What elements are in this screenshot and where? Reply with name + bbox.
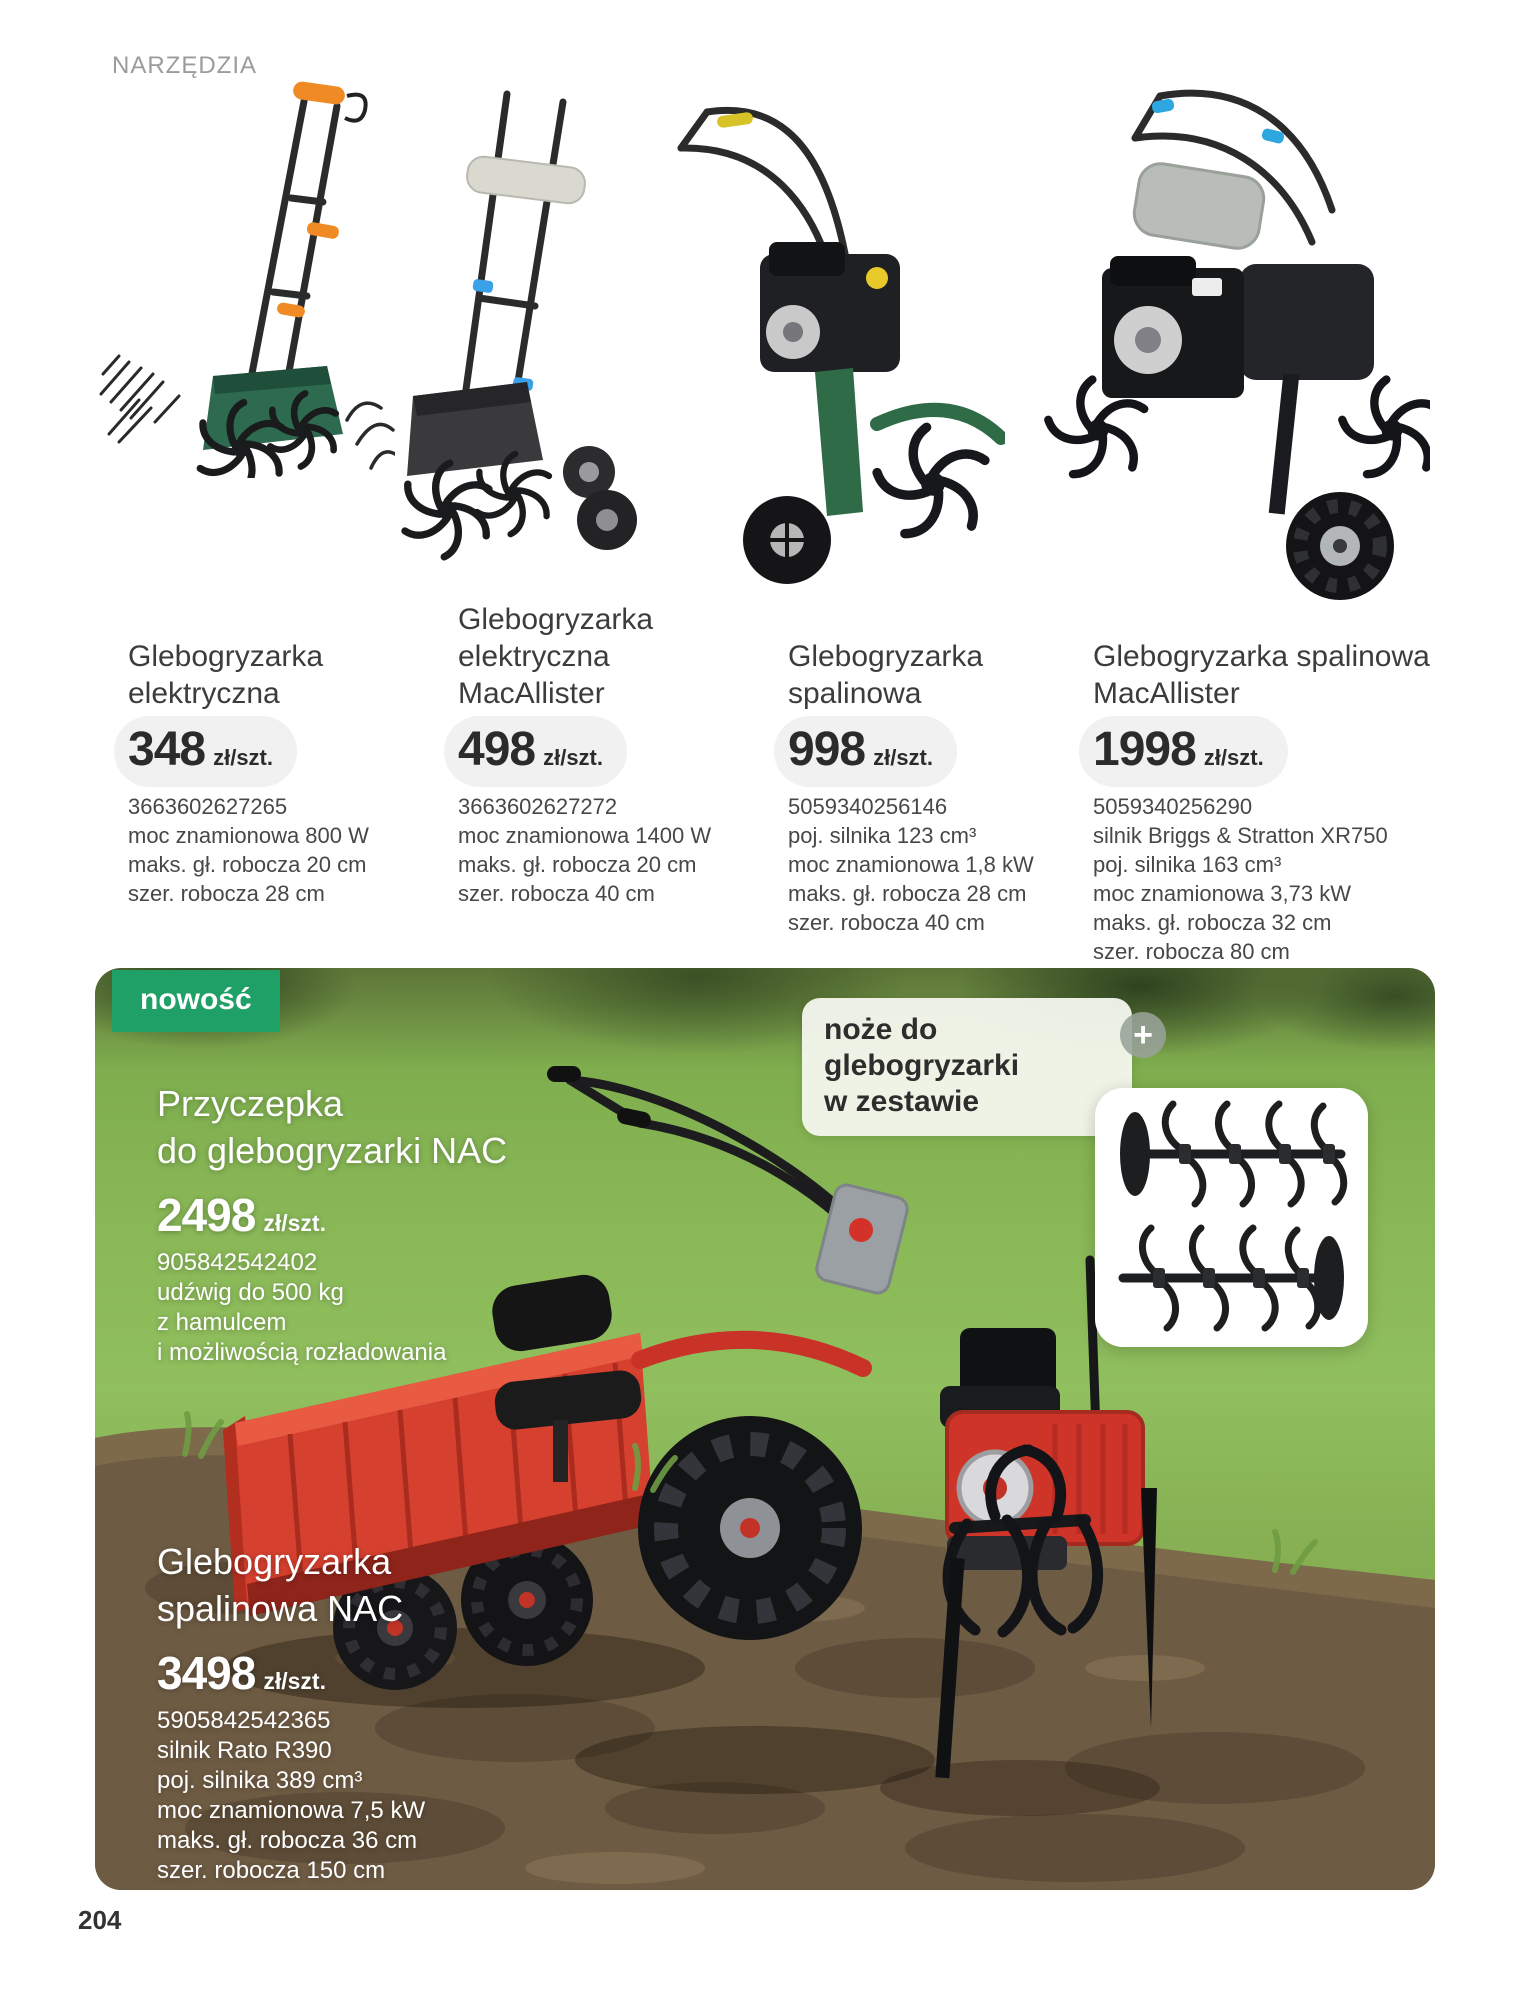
blades-inset-image — [1095, 1088, 1368, 1347]
spec-line: szer. robocza 150 cm — [157, 1857, 386, 1884]
price-value: 2498 — [157, 1189, 256, 1241]
spec-line: maks. gł. robocza 20 cm — [128, 852, 367, 877]
price-pill — [1079, 716, 1288, 787]
plus-button[interactable]: + — [1120, 1012, 1166, 1058]
product-title: Glebogryzarka elektryczna MacAllister — [458, 603, 654, 710]
tiller-product-info — [157, 1538, 425, 1886]
spec-line: 905842542402 — [157, 1249, 318, 1276]
spec-line: 5059340256146 — [788, 794, 948, 819]
product-specs — [458, 792, 752, 908]
page-number: 204 — [78, 1905, 122, 1935]
trailer-product-info — [157, 1080, 507, 1368]
price-value: 998 — [788, 723, 866, 776]
trailer-title: Przyczepka do glebogryzarki NAC — [157, 1083, 508, 1171]
tiller-title: Glebogryzarka spalinowa NAC — [157, 1541, 404, 1629]
spec-line: 5059340256290 — [1093, 794, 1253, 819]
trailer-price — [157, 1188, 507, 1242]
spec-line: maks. gł. robocza 20 cm — [458, 852, 697, 877]
blades-included-callout — [802, 998, 1132, 1136]
product-title: Glebogryzarka spalinowa — [788, 640, 984, 710]
price-pill — [114, 716, 297, 787]
spec-line: moc znamionowa 800 W — [128, 823, 369, 848]
price-unit: zł/szt. — [543, 745, 603, 770]
spec-line: szer. robocza 40 cm — [458, 881, 655, 906]
price-value: 348 — [128, 723, 206, 776]
section-label: NARZĘDZIA — [112, 52, 258, 79]
product-title: Glebogryzarka spalinowa MacAllister — [1093, 640, 1430, 710]
price-value: 3498 — [157, 1647, 256, 1699]
price-unit: zł/szt. — [873, 745, 933, 770]
product-specs — [788, 792, 1103, 937]
spec-line: moc znamionowa 1,8 kW — [788, 852, 1034, 877]
spec-line: szer. robocza 80 cm — [1093, 939, 1290, 964]
price-value: 1998 — [1093, 723, 1196, 776]
spec-line: maks. gł. robocza 32 cm — [1093, 910, 1332, 935]
spec-line: silnik Rato R390 — [157, 1737, 332, 1764]
spec-line: z hamulcem — [157, 1309, 287, 1336]
callout-line2: w zestawie — [824, 1085, 980, 1118]
tiller-specs — [157, 1706, 425, 1886]
callout-line1: noże do glebogryzarki — [824, 1013, 1020, 1082]
product-card — [128, 0, 428, 980]
product-title: Glebogryzarka elektryczna — [128, 640, 324, 710]
product-card — [458, 0, 738, 980]
product-specs — [128, 792, 443, 908]
price-pill — [774, 716, 957, 787]
spec-line: szer. robocza 28 cm — [128, 881, 325, 906]
spec-line: silnik Briggs & Stratton XR750 — [1093, 823, 1388, 848]
price-value: 498 — [458, 723, 536, 776]
hero-photo — [95, 968, 1435, 1890]
spec-line: moc znamionowa 3,73 kW — [1093, 881, 1351, 906]
spec-line: poj. silnika 123 cm³ — [788, 823, 977, 848]
product-specs — [1093, 792, 1450, 966]
product-card — [788, 0, 1088, 980]
new-badge: nowość — [112, 970, 280, 1032]
spec-line: szer. robocza 40 cm — [788, 910, 985, 935]
price-unit: zł/szt. — [213, 745, 273, 770]
product-card — [1093, 0, 1433, 980]
trailer-specs — [157, 1248, 507, 1368]
spec-line: poj. silnika 163 cm³ — [1093, 852, 1282, 877]
spec-line: moc znamionowa 1400 W — [458, 823, 712, 848]
spec-line: maks. gł. robocza 28 cm — [788, 881, 1027, 906]
price-unit: zł/szt. — [263, 1210, 326, 1236]
spec-line: maks. gł. robocza 36 cm — [157, 1827, 418, 1854]
spec-line: 3663602627272 — [458, 794, 618, 819]
spec-line: 3663602627265 — [128, 794, 288, 819]
price-pill — [444, 716, 627, 787]
spec-line: udźwig do 500 kg — [157, 1279, 344, 1306]
price-unit: zł/szt. — [1203, 745, 1264, 770]
spec-line: i możliwością rozładowania — [157, 1339, 447, 1366]
price-unit: zł/szt. — [263, 1668, 326, 1694]
spec-line: 5905842542365 — [157, 1707, 331, 1734]
spec-line: poj. silnika 389 cm³ — [157, 1767, 363, 1794]
tiller-price — [157, 1646, 425, 1700]
spec-line: moc znamionowa 7,5 kW — [157, 1797, 426, 1824]
